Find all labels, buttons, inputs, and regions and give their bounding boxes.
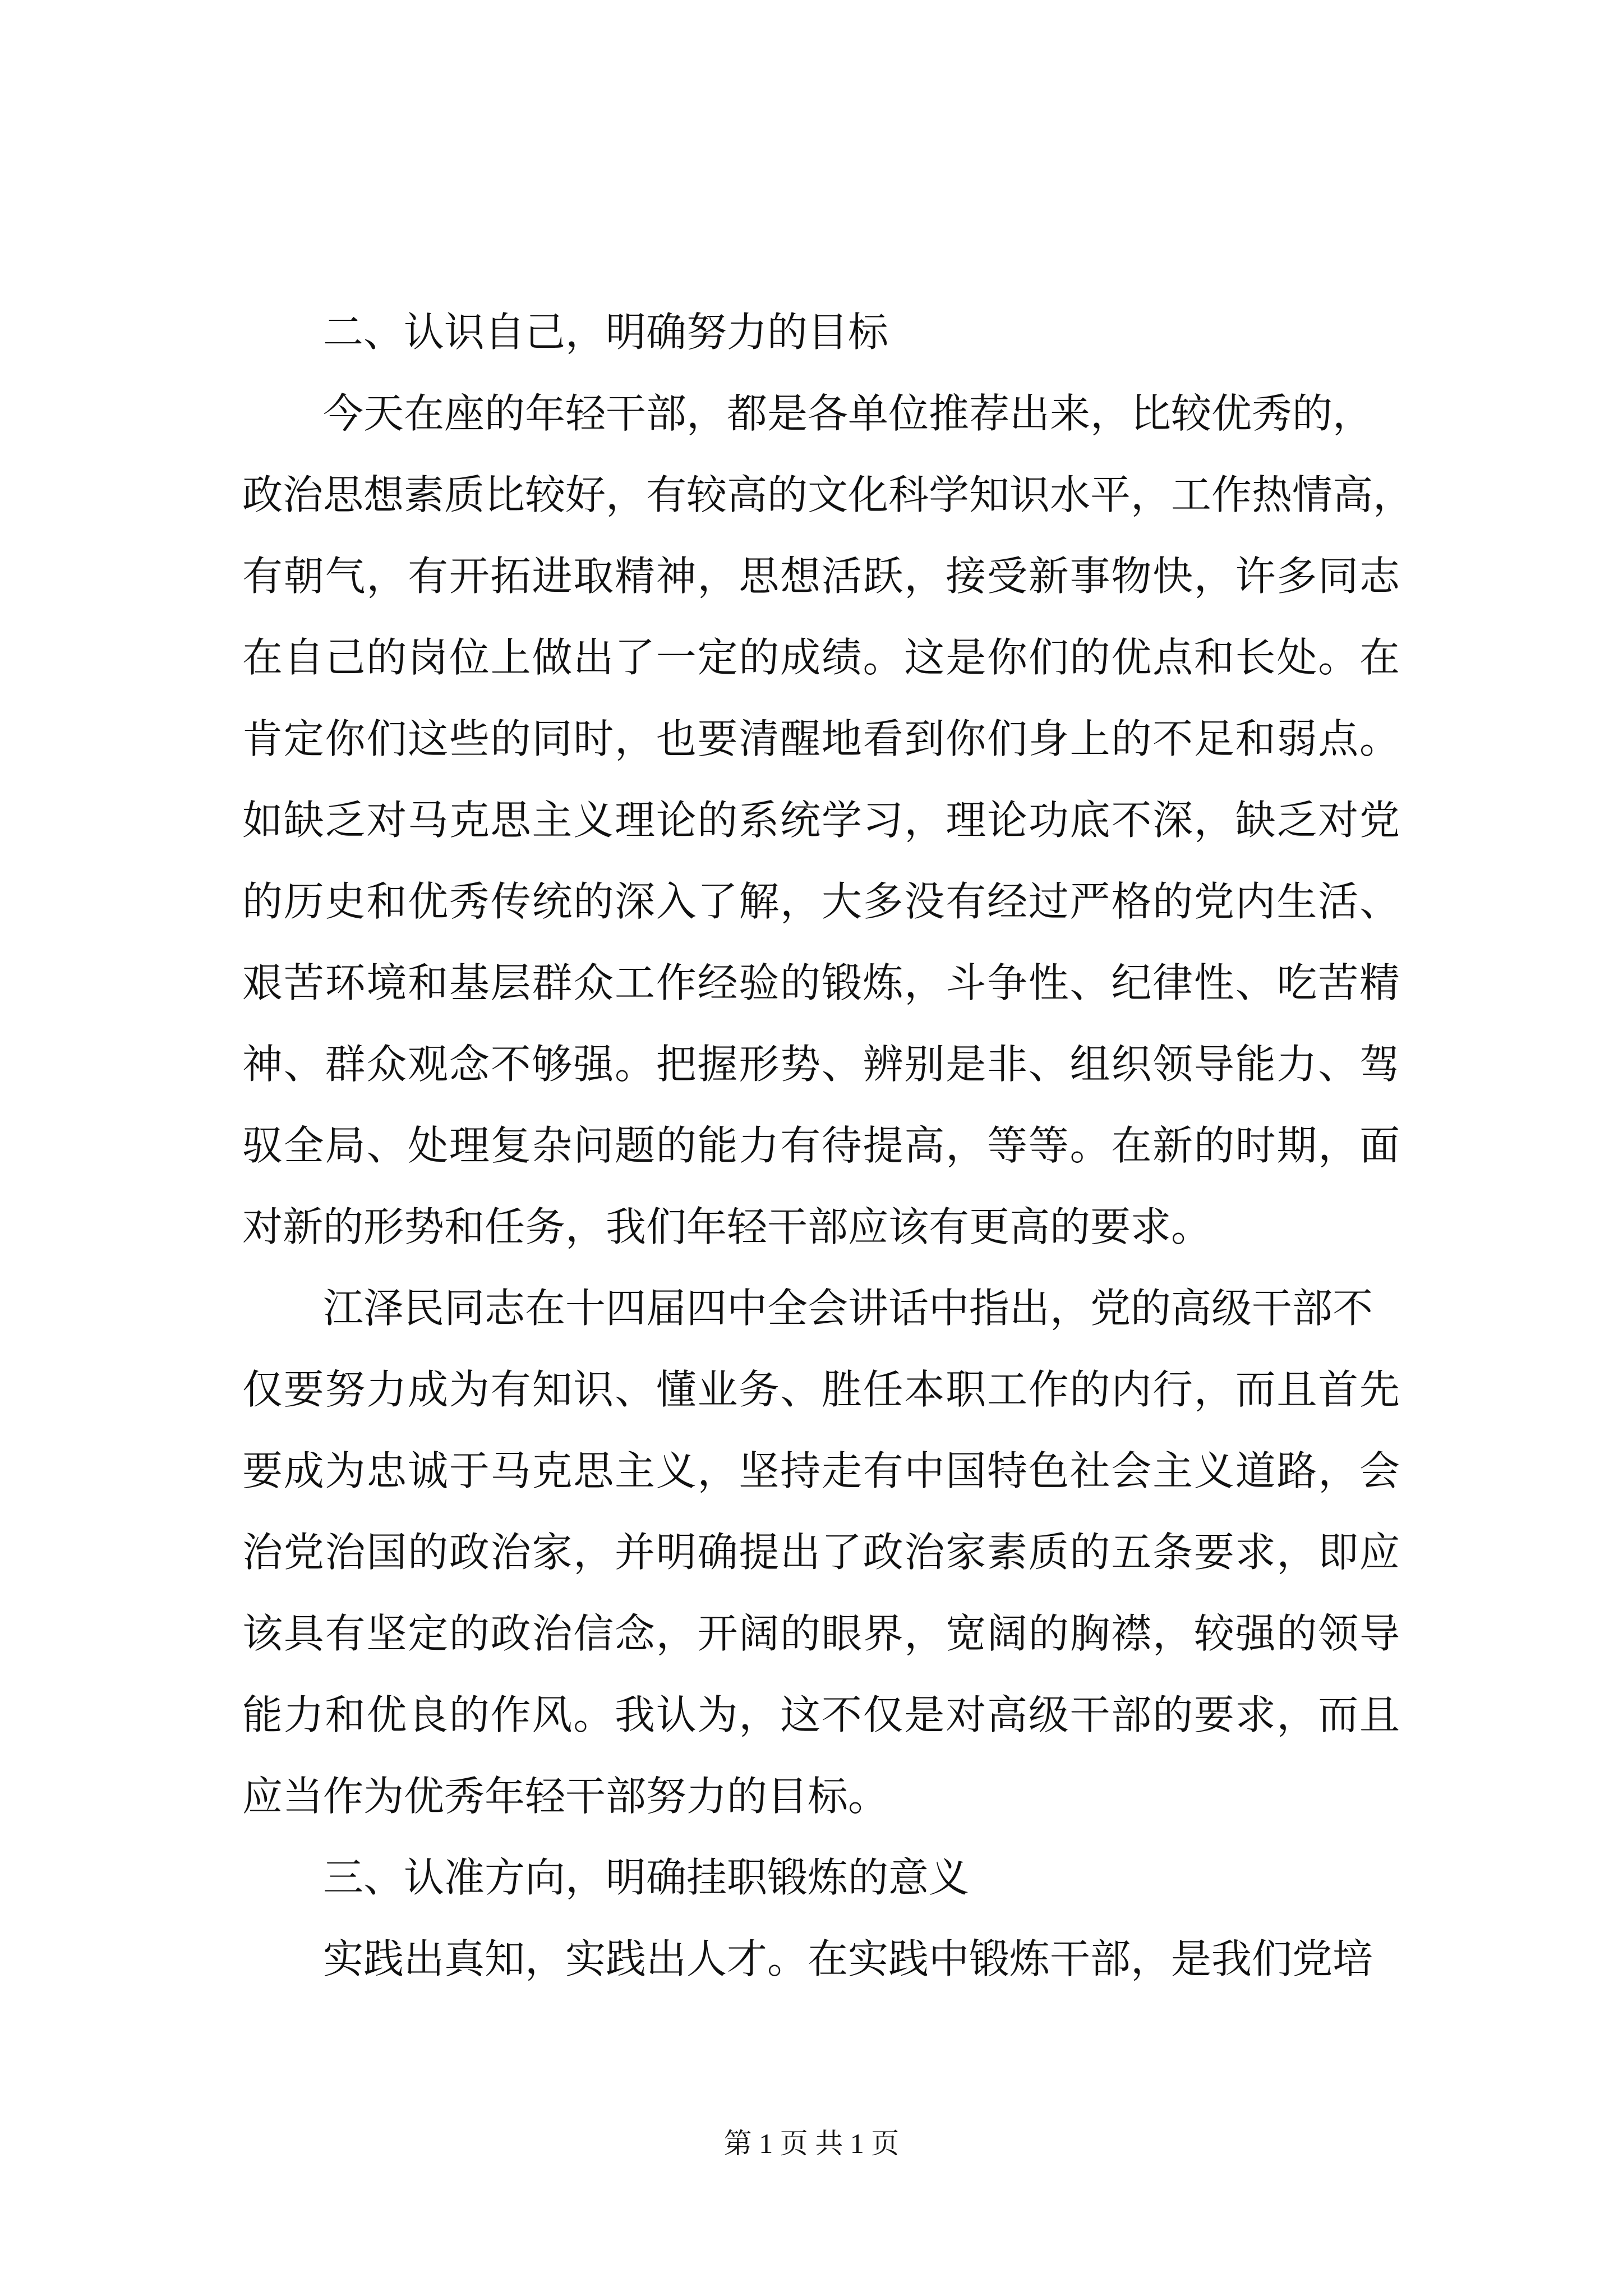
- text-line: 治党治国的政治家，并明确提出了政治家素质的五条要求，即应: [242, 1529, 1400, 1576]
- text-line: 能力和优良的作风。我认为，这不仅是对高级干部的要求，而且: [242, 1691, 1400, 1738]
- text-line: 二、认识自己，明确努力的目标: [323, 309, 889, 356]
- text-line: 江泽民同志在十四届四中全会讲话中指出，党的高级干部不: [323, 1285, 1373, 1332]
- text-line: 有朝气，有开拓进取精神，思想活跃，接受新事物快，许多同志: [242, 553, 1400, 600]
- text-line: 驭全局、处理复杂问题的能力有待提高，等等。在新的时期，面: [242, 1122, 1400, 1169]
- text-line: 对新的形势和任务，我们年轻干部应该有更高的要求。: [242, 1203, 1212, 1250]
- text-line: 神、群众观念不够强。把握形势、辨别是非、组织领导能力、驾: [242, 1041, 1400, 1088]
- text-line: 仅要努力成为有知识、懂业务、胜任本职工作的内行，而且首先: [242, 1366, 1400, 1413]
- text-line: 应当作为优秀年轻干部努力的目标。: [242, 1773, 889, 1820]
- text-line: 今天在座的年轻干部，都是各单位推荐出来，比较优秀的，: [323, 390, 1373, 437]
- page-footer: 第 1 页 共 1 页: [723, 2128, 900, 2159]
- text-line: 要成为忠诚于马克思主义，坚持走有中国特色社会主义道路，会: [242, 1447, 1400, 1494]
- text-line: 的历史和优秀传统的深入了解，大多没有经过严格的党内生活、: [242, 878, 1400, 925]
- text-line: 艰苦环境和基层群众工作经验的锻炼，斗争性、纪律性、吃苦精: [242, 959, 1400, 1006]
- text-line: 该具有坚定的政治信念，开阔的眼界，宽阔的胸襟，较强的领导: [242, 1610, 1400, 1657]
- document-body: [242, 292, 1414, 2000]
- text-line: 三、认准方向，明确挂职锻炼的意义: [323, 1854, 970, 1901]
- text-line: 肯定你们这些的同时，也要清醒地看到你们身上的不足和弱点。: [242, 715, 1400, 762]
- text-line: 在自己的岗位上做出了一定的成绩。这是你们的优点和长处。在: [242, 634, 1400, 681]
- text-line: 实践出真知，实践出人才。在实践中锻炼干部，是我们党培: [323, 1935, 1373, 1982]
- text-line: 政治思想素质比较好，有较高的文化科学知识水平，工作热情高，: [242, 471, 1414, 518]
- text-line: 如缺乏对马克思主义理论的系统学习，理论功底不深，缺乏对党: [242, 797, 1400, 844]
